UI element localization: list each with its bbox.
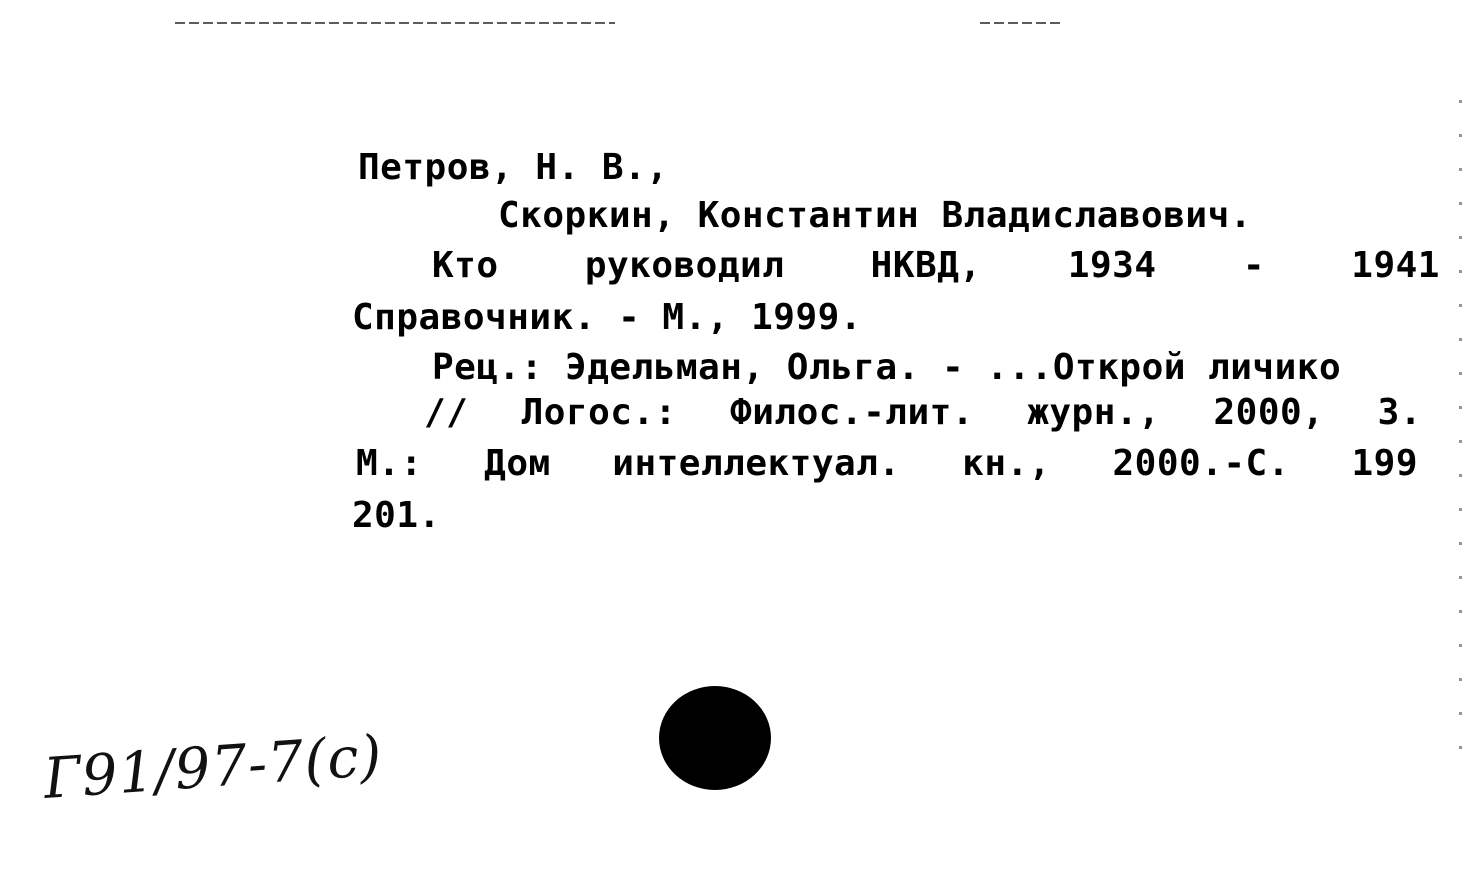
review-word: Филос.-лит. bbox=[730, 392, 974, 433]
card-right-edge bbox=[1459, 100, 1462, 780]
review-word: Дом bbox=[484, 443, 551, 484]
title-line bbox=[432, 245, 1440, 286]
review-word: 199 bbox=[1351, 443, 1418, 484]
card-top-edge bbox=[175, 22, 615, 24]
review-word: // bbox=[424, 392, 469, 433]
title-word: НКВД, bbox=[870, 245, 982, 286]
review-word: интеллектуал. bbox=[612, 443, 901, 484]
title-word: - bbox=[1242, 245, 1265, 286]
review-word: кн., bbox=[962, 443, 1051, 484]
title-word: Кто bbox=[432, 245, 499, 286]
review-word: 2000.-С. bbox=[1112, 443, 1290, 484]
coauthor-line: Скоркин, Константин Владиславович. bbox=[498, 195, 1252, 236]
review-word: 3. bbox=[1377, 392, 1422, 433]
review-line-2 bbox=[424, 392, 1422, 433]
subtitle-line: Справочник. - М., 1999. bbox=[352, 297, 862, 338]
review-word: М.: bbox=[356, 443, 423, 484]
review-line-1: Рец.: Эдельман, Ольга. - ...Открой личико bbox=[432, 347, 1342, 388]
review-word: Логос.: bbox=[521, 392, 677, 433]
title-word: 1941 bbox=[1351, 245, 1440, 286]
title-word: руководил bbox=[584, 245, 785, 286]
review-line-3 bbox=[356, 443, 1418, 484]
handwritten-shelf-mark: Г91/97-7(c) bbox=[41, 723, 385, 812]
author-line: Петров, Н. В., bbox=[358, 147, 669, 188]
review-word: 2000, bbox=[1213, 392, 1325, 433]
review-word: журн., bbox=[1027, 392, 1161, 433]
card-top-edge-right bbox=[980, 22, 1060, 24]
punch-hole bbox=[659, 686, 771, 790]
pages-line: 201. bbox=[352, 495, 441, 536]
title-word: 1934 bbox=[1067, 245, 1157, 286]
